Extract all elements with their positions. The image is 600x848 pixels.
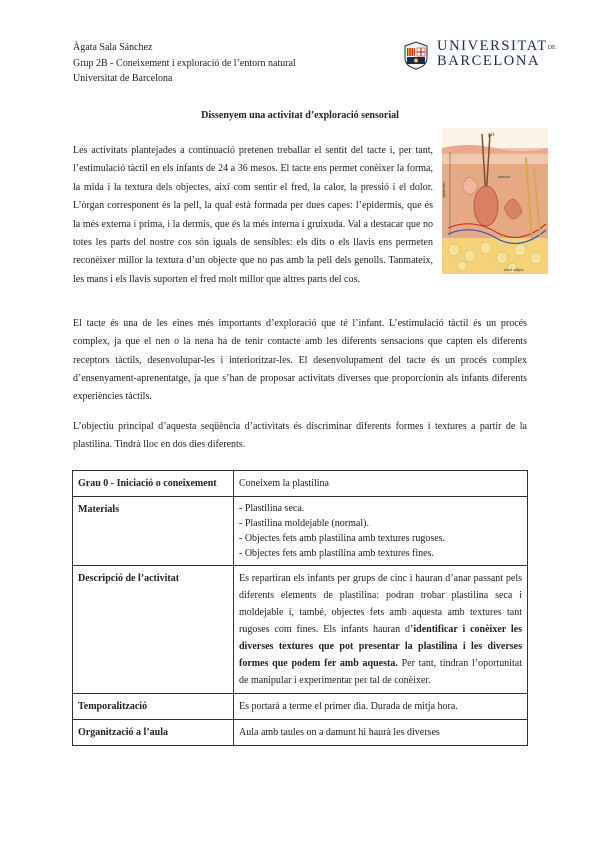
description-tail-text: Per tant, tindran l’oportunitat de manipular i experimentar per tal de conèixer. [239,658,522,686]
paragraph-2: El tacte és una de les eines més importants d’exploració que té l’infant. L’estimulació tàctil és un procés complex, ja que el nen o la nena ha de tenir contacte amb les diferents sensacions que capten els diferents receptors tàctils, desenvolupar-les i interioritzar-les. El desenvolupament del tacte és un procés complex d’ensenyament-aprenentatge, ja que s’han de proposar activitats diverses que proporcionin als infants diferents experiències tàctils. [73,318,527,403]
table-row [73,720,528,746]
description-label: Descripció de l’activitat [73,566,234,694]
document-header [73,40,296,87]
table-row [73,497,528,566]
logo-line1: UNIVERSITAT [437,38,548,54]
author-name: Àgata Sala Sánchez [73,42,153,53]
timing-value: Es portarà a terme el primer dia. Durada de mitja hora. [234,694,528,720]
table-row [73,566,528,694]
table-row [73,471,528,497]
description-value [234,566,528,694]
list-item: - Objectes fets amb plastilina amb textures fines. [239,548,434,559]
level-label: Grau 0 - Iniciació o coneixement [73,471,234,497]
university-name: Universitat de Barcelona [73,73,173,84]
figure-label-mid: arrector [498,174,511,179]
description-bold-text: identificar i conèixer les diverses textures que pot presentar la plastilina i les diverses formes que podem fer amb aquesta. [239,624,522,669]
timing-label: Temporalització [73,694,234,720]
logo-line1-suffix: DE [547,45,556,51]
figure-label-left: epidermis [441,182,446,198]
table-row [73,694,528,720]
page-title: Dissenyem una activitat d’exploració sensorial [201,110,399,121]
organization-label: Organització a l’aula [73,720,234,746]
organization-value: Aula amb taules on a damunt hi haurà les diverses [234,720,528,746]
list-item: - Plastilina seca. [239,503,305,514]
materials-list [234,497,528,566]
university-logo [403,38,556,71]
description-text: Es repartiran els infants per grups de cinc i hauran d’anar passant pels diferents elements de plastilina: podran trobar plastilina seca i moldejable i, també, objectes fets amb aquesta amb textures tant rugoses com fines. Els infants hauran d’ [239,573,522,635]
paragraph-1: Les activitats plantejades a continuació pretenen treballar el sentit del tacte i, per tant, l’estimulació tàctil en els infants de 24 a 36 mesos. El tacte ens permet conèixer la forma, la mida i la textura dels objectes, així com sentir el fred, la calor, la pressió i el dolor. L’òrgan corresponent és la pell, la qual està formada per dues capes: l’epidermis, que és la més externa i prima, i la dermis, que és la més interna i gruixuda. Val a destacar que no totes les parts del nostre cos són iguals de sensibles: els dits o els llavis ens permeten reconèixer millor la textura d’un objecte que no pas amb la pell dels genolls. Tanmateix, les mans i els llavis suporten el fred molt millor que altres parts del cos. [73,145,433,285]
materials-label: Materials [73,497,234,566]
list-item: - Objectes fets amb plastilina amb textures rugoses. [239,533,446,544]
logo-line2: BARCELONA [437,53,541,69]
list-item: - Plastilina moldejable (normal). [239,518,369,529]
course-name: Grup 2B - Coneixement i exploració de l’entorn natural [73,57,296,69]
level-value: Coneixem la plastilina [234,471,528,497]
paragraph-3: L’objectiu principal d’aquesta seqüència d’activitats és discriminar diferents formes i textures a partir de la plastilina. Tindrà lloc en dos dies diferents. [73,421,527,451]
figure-label-bottom: teixit adipós [504,267,524,272]
skin-illustration [442,128,548,274]
shield-icon [403,40,429,70]
activity-table [72,470,528,746]
figure-label-top: pèl [488,133,495,138]
